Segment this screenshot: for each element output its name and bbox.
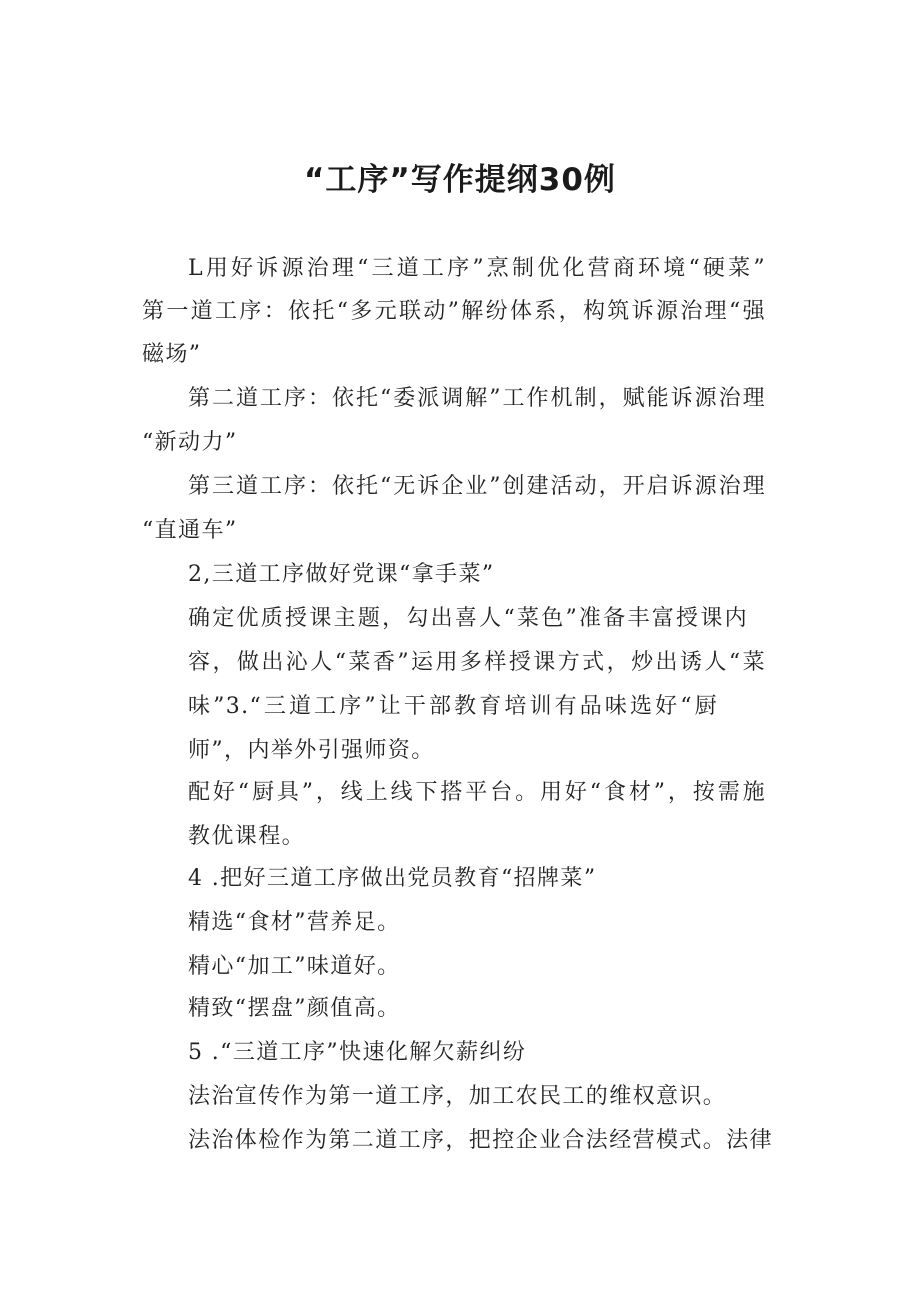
text-line: 5 .“三道工序”快速化解欠薪纠纷	[188, 1040, 527, 1065]
text-line: 容，做出沁人“菜香”运用多样授课方式，炒出诱人“菜	[188, 650, 766, 675]
text-line: 精心“加工”味道好。	[188, 954, 401, 979]
text-line: 第二道工序：依托“委派调解”工作机制，赋能诉源治理	[188, 386, 766, 411]
text-line: 法治体检作为第二道工序，把控企业合法经营模式。法律	[188, 1128, 774, 1153]
text-line: 味”3.“三道工序”让干部教育培训有品味选好“厨	[188, 694, 718, 719]
text-line: 精选“食材”营养足。	[188, 910, 401, 935]
text-line: 第一道工序：依托“多元联动”解纷体系，构筑诉源治理“强	[142, 299, 766, 324]
text-line: L用好诉源治理“三道工序”烹制优化营商环境“硬菜”	[188, 256, 766, 281]
text-line: 磁场”	[142, 342, 202, 367]
text-line: 2,三道工序做好党课“拿手菜”	[188, 562, 495, 587]
document-title: “工序”写作提纲30例	[304, 162, 616, 198]
text-line: 法治宣传作为第一道工序，加工农民工的维权意识。	[188, 1084, 727, 1109]
text-line: 师”，内举外引强师资。	[188, 738, 435, 763]
text-line: 教优课程。	[188, 824, 306, 849]
text-line: 第三道工序：依托“无诉企业”创建活动，开启诉源治理	[188, 474, 766, 499]
text-line: 精致“摆盘”颜值高。	[188, 996, 401, 1021]
text-line: 4 .把好三道工序做出党员教育“招牌菜”	[188, 866, 597, 891]
text-line: “直通车”	[142, 518, 238, 543]
text-line: 确定优质授课主题，勾出喜人“菜色”准备丰富授课内	[188, 606, 748, 631]
text-line: “新动力”	[142, 430, 238, 455]
text-line: 配好“厨具”，线上线下搭平台。用好“食材”，按需施	[188, 780, 766, 805]
